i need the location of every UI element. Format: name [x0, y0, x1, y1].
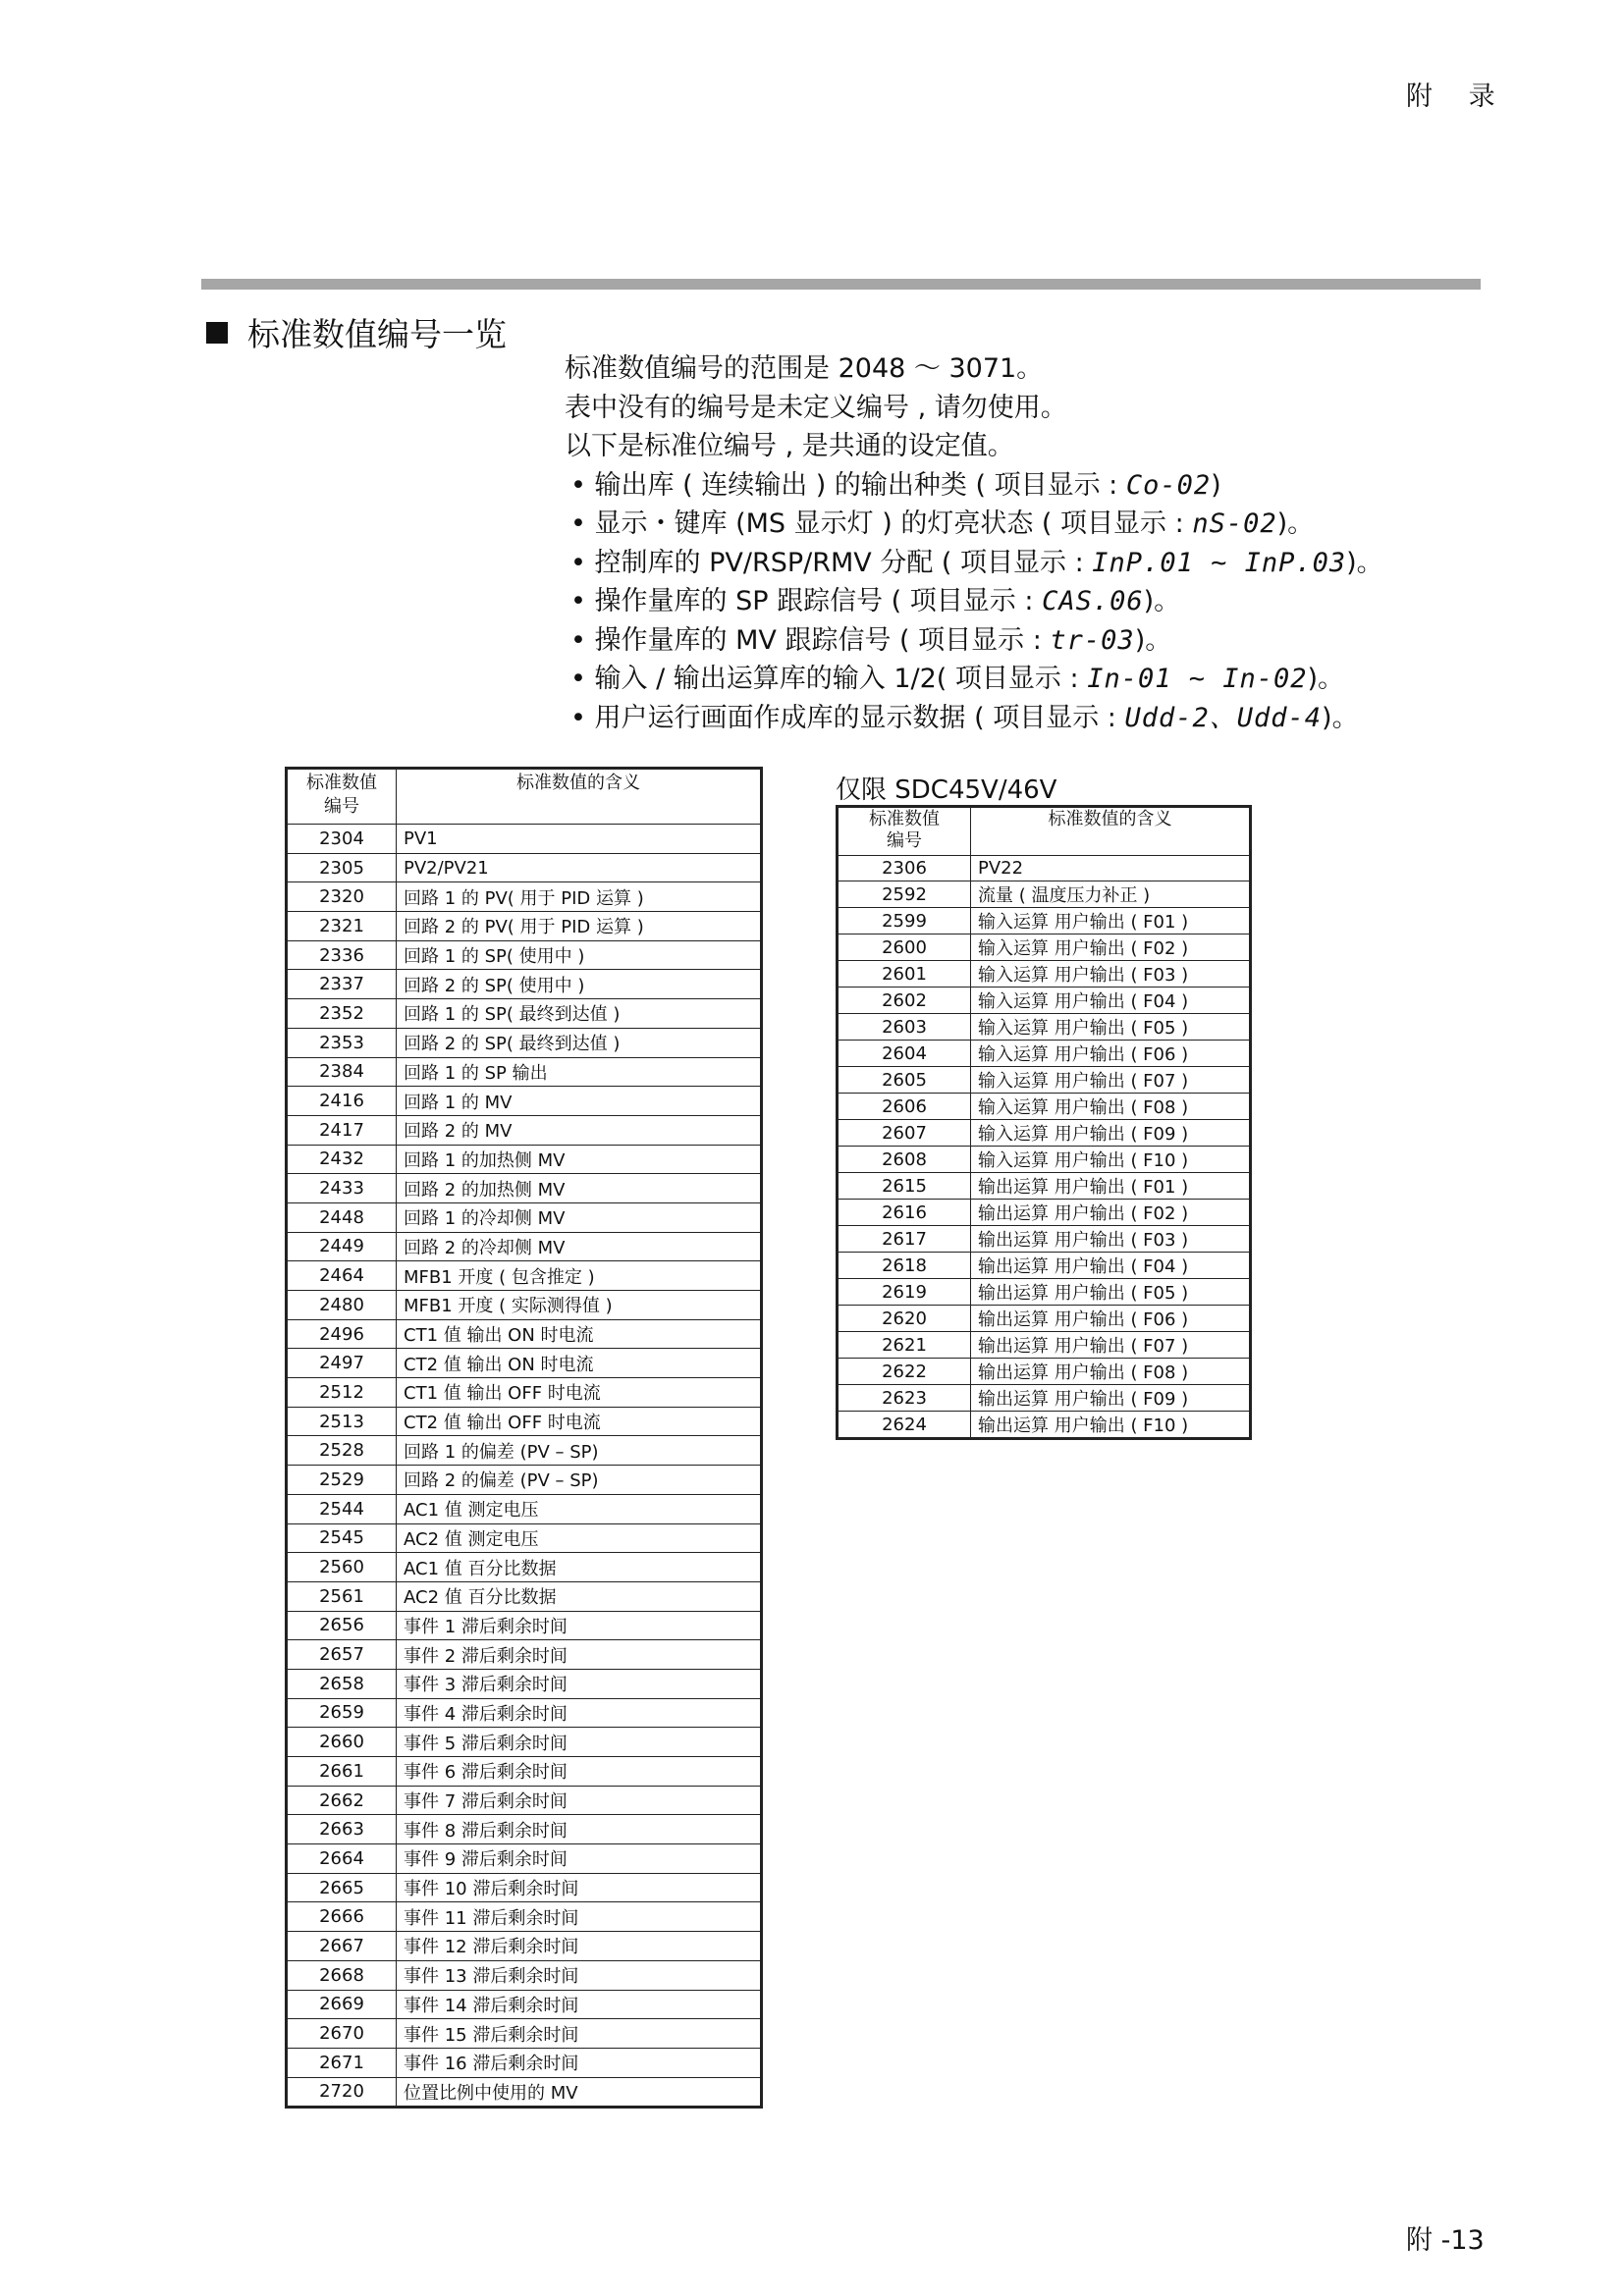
table-row: [838, 856, 1251, 881]
value-meaning: 输入运算 用户输出 ( F07 ): [971, 1067, 1251, 1094]
table-row: [287, 970, 762, 999]
table-row: [287, 1057, 762, 1087]
value-meaning: 回路 1 的偏差 (PV – SP): [397, 1436, 762, 1466]
table-row: [287, 2077, 762, 2108]
value-number: 2617: [838, 1226, 971, 1253]
value-meaning: PV1: [397, 825, 762, 854]
intro-text: [565, 349, 1383, 737]
table-row: [838, 1094, 1251, 1120]
value-meaning: CT2 值 输出 OFF 时电流: [397, 1407, 762, 1436]
section-title: [206, 309, 507, 355]
table-row: [287, 1990, 762, 2019]
value-meaning: 事件 1 滞后剩余时间: [397, 1611, 762, 1640]
value-meaning: PV2/PV21: [397, 853, 762, 882]
table-row: [838, 1359, 1251, 1385]
table-row: [838, 1067, 1251, 1094]
value-number: 2599: [838, 908, 971, 934]
table-row: [287, 825, 762, 854]
value-number: 2615: [838, 1173, 971, 1200]
value-meaning: 位置比例中使用的 MV: [397, 2077, 762, 2108]
value-number: 2353: [287, 1028, 397, 1057]
intro-line: 以下是标准位编号 , 是共通的设定值。: [565, 431, 1014, 461]
value-number: 2667: [287, 1932, 397, 1961]
value-meaning: 事件 6 滞后剩余时间: [397, 1757, 762, 1787]
value-meaning: 事件 9 滞后剩余时间: [397, 1844, 762, 1874]
value-number: 2622: [838, 1359, 971, 1385]
value-number: 2671: [287, 2048, 397, 2077]
value-number: 2560: [287, 1553, 397, 1582]
value-meaning: 输出运算 用户输出 ( F05 ): [971, 1279, 1251, 1306]
segment-display-code: tr-03: [1050, 624, 1135, 656]
standard-value-table-main: [285, 767, 763, 2109]
value-number: 2720: [287, 2077, 397, 2108]
value-meaning: 输入运算 用户输出 ( F01 ): [971, 908, 1251, 934]
value-number: 2664: [287, 1844, 397, 1874]
table-row: [838, 1200, 1251, 1226]
section-divider: [201, 279, 1481, 290]
value-meaning: 事件 4 滞后剩余时间: [397, 1698, 762, 1728]
value-number: 2545: [287, 1523, 397, 1553]
intro-bullet: • 操作量库的 MV 跟踪信号 ( 项目显示 : tr-03)。: [570, 624, 1172, 656]
intro-bullet: • 输入 / 输出运算库的输入 1/2( 项目显示 : In-01 ~ In-02)。: [570, 664, 1345, 694]
table-row: [838, 1412, 1251, 1439]
value-meaning: 事件 2 滞后剩余时间: [397, 1640, 762, 1670]
table-row: [287, 1815, 762, 1844]
table-row: [287, 1640, 762, 1670]
value-number: 2337: [287, 970, 397, 999]
table-row: [287, 1319, 762, 1349]
value-meaning: 事件 10 滞后剩余时间: [397, 1873, 762, 1902]
value-number: 2561: [287, 1581, 397, 1611]
table2-caption: 仅限 SDC45V/46V: [836, 775, 1057, 805]
table-row: [287, 1611, 762, 1640]
table-row: [287, 2019, 762, 2049]
value-number: 2496: [287, 1319, 397, 1349]
value-number: 2321: [287, 912, 397, 941]
value-meaning: 回路 1 的冷却侧 MV: [397, 1202, 762, 1232]
value-number: 2661: [287, 1757, 397, 1787]
table-row: [287, 940, 762, 970]
table-row: [838, 934, 1251, 961]
segment-display-code: In-01 ~ In-02: [1087, 664, 1308, 694]
section-title-text: 标准数值编号一览: [247, 315, 507, 353]
value-number: 2656: [287, 1611, 397, 1640]
table-row: [287, 1087, 762, 1116]
value-number: 2448: [287, 1202, 397, 1232]
table-row: [287, 1553, 762, 1582]
segment-display-code: InP.01 ~ InP.03: [1092, 547, 1347, 578]
intro-line: 标准数值编号的范围是 2048 ～ 3071。: [565, 353, 1044, 384]
value-meaning: 事件 5 滞后剩余时间: [397, 1728, 762, 1757]
value-meaning: 输出运算 用户输出 ( F03 ): [971, 1226, 1251, 1253]
value-number: 2623: [838, 1385, 971, 1412]
value-meaning: 回路 1 的 SP( 最终到达值 ): [397, 999, 762, 1029]
table-row: [287, 1291, 762, 1320]
value-meaning: 输出运算 用户输出 ( F06 ): [971, 1306, 1251, 1332]
table-row: [838, 1120, 1251, 1147]
value-number: 2602: [838, 988, 971, 1014]
value-number: 2621: [838, 1332, 971, 1359]
value-number: 2670: [287, 2019, 397, 2049]
table-row: [287, 1902, 762, 1932]
table-row: [287, 1174, 762, 1203]
value-meaning: 输入运算 用户输出 ( F06 ): [971, 1041, 1251, 1067]
value-number: 2512: [287, 1378, 397, 1408]
value-meaning: 回路 2 的加热侧 MV: [397, 1174, 762, 1203]
segment-display-code: Co-02: [1125, 469, 1212, 501]
table-row: [287, 1728, 762, 1757]
value-number: 2605: [838, 1067, 971, 1094]
table-row: [838, 1385, 1251, 1412]
value-number: 2432: [287, 1145, 397, 1174]
value-number: 2528: [287, 1436, 397, 1466]
value-number: 2384: [287, 1057, 397, 1087]
value-meaning: CT2 值 输出 ON 时电流: [397, 1349, 762, 1378]
table-row: [287, 853, 762, 882]
table-row: [287, 1349, 762, 1378]
page-number: 附 -13: [1406, 2225, 1485, 2256]
value-meaning: 回路 1 的 MV: [397, 1087, 762, 1116]
value-number: 2352: [287, 999, 397, 1029]
table-row: [287, 1960, 762, 1990]
intro-line: 表中没有的编号是未定义编号 , 请勿使用。: [565, 392, 1067, 423]
value-number: 2592: [838, 881, 971, 908]
value-meaning: 回路 2 的 PV( 用于 PID 运算 ): [397, 912, 762, 941]
value-meaning: 输入运算 用户输出 ( F08 ): [971, 1094, 1251, 1120]
table-row: [838, 1173, 1251, 1200]
value-meaning: 流量 ( 温度压力补正 ): [971, 881, 1251, 908]
intro-bullet: • 操作量库的 SP 跟踪信号 ( 项目显示 : CAS.06)。: [570, 586, 1181, 616]
value-meaning: AC1 值 测定电压: [397, 1494, 762, 1523]
table-row: [287, 1202, 762, 1232]
value-number: 2601: [838, 961, 971, 988]
value-meaning: 事件 14 滞后剩余时间: [397, 1990, 762, 2019]
value-number: 2529: [287, 1466, 397, 1495]
value-number: 2662: [287, 1786, 397, 1815]
table-row: [838, 988, 1251, 1014]
value-meaning: 回路 1 的 SP 输出: [397, 1057, 762, 1087]
value-number: 2607: [838, 1120, 971, 1147]
value-meaning: 回路 2 的 MV: [397, 1115, 762, 1145]
value-meaning: 事件 3 滞后剩余时间: [397, 1669, 762, 1698]
value-number: 2666: [287, 1902, 397, 1932]
value-number: 2663: [287, 1815, 397, 1844]
value-number: 2417: [287, 1115, 397, 1145]
table-row: [287, 1932, 762, 1961]
table-row: [287, 1232, 762, 1261]
value-number: 2336: [287, 940, 397, 970]
segment-display-code: nS-02: [1192, 508, 1277, 539]
value-meaning: PV22: [971, 856, 1251, 881]
intro-bullet: • 用户运行画面作成库的显示数据 ( 项目显示 : Udd-2、Udd-4)。: [570, 702, 1359, 733]
value-meaning: 事件 13 滞后剩余时间: [397, 1960, 762, 1990]
value-number: 2604: [838, 1041, 971, 1067]
value-meaning: 输出运算 用户输出 ( F08 ): [971, 1359, 1251, 1385]
value-meaning: 回路 1 的加热侧 MV: [397, 1145, 762, 1174]
value-number: 2600: [838, 934, 971, 961]
intro-bullet: • 控制库的 PV/RSP/RMV 分配 ( 项目显示 : InP.01 ~ InP.03)。: [570, 547, 1383, 578]
value-meaning: 事件 7 滞后剩余时间: [397, 1786, 762, 1815]
intro-bullet: • 显示・键库 (MS 显示灯 ) 的灯亮状态 ( 项目显示 : nS-02)。: [570, 508, 1315, 539]
value-meaning: AC2 值 测定电压: [397, 1523, 762, 1553]
value-meaning: 事件 15 滞后剩余时间: [397, 2019, 762, 2049]
value-number: 2433: [287, 1174, 397, 1203]
table-row: [287, 1523, 762, 1553]
value-number: 2659: [287, 1698, 397, 1728]
table-row: [287, 1466, 762, 1495]
value-number: 2513: [287, 1407, 397, 1436]
value-number: 2305: [287, 853, 397, 882]
value-number: 2320: [287, 882, 397, 912]
value-number: 2449: [287, 1232, 397, 1261]
value-meaning: 输入运算 用户输出 ( F02 ): [971, 934, 1251, 961]
table-row: [838, 1306, 1251, 1332]
table-row: [287, 1873, 762, 1902]
value-number: 2416: [287, 1087, 397, 1116]
table-row: [838, 1147, 1251, 1173]
table-row: [287, 1115, 762, 1145]
value-meaning: 输出运算 用户输出 ( F02 ): [971, 1200, 1251, 1226]
value-number: 2620: [838, 1306, 971, 1332]
table-row: [287, 1581, 762, 1611]
value-number: 2304: [287, 825, 397, 854]
value-meaning: CT1 值 输出 ON 时电流: [397, 1319, 762, 1349]
value-number: 2665: [287, 1873, 397, 1902]
value-meaning: 回路 2 的 SP( 最终到达值 ): [397, 1028, 762, 1057]
value-number: 2464: [287, 1261, 397, 1291]
table-row: [287, 882, 762, 912]
table-row: [287, 912, 762, 941]
value-number: 2618: [838, 1253, 971, 1279]
value-meaning: 回路 1 的 SP( 使用中 ): [397, 940, 762, 970]
value-meaning: 输入运算 用户输出 ( F03 ): [971, 961, 1251, 988]
value-meaning: 输出运算 用户输出 ( F04 ): [971, 1253, 1251, 1279]
standard-value-table-sdc45v: [836, 805, 1252, 1440]
value-number: 2306: [838, 856, 971, 881]
value-meaning: 回路 1 的 PV( 用于 PID 运算 ): [397, 882, 762, 912]
segment-display-code: CAS.06: [1042, 586, 1144, 616]
table-row: [838, 1041, 1251, 1067]
column-header-meaning: 标准数值的含义: [971, 807, 1251, 856]
table-row: [287, 999, 762, 1029]
value-meaning: 事件 12 滞后剩余时间: [397, 1932, 762, 1961]
table-row: [838, 1253, 1251, 1279]
table-row: [838, 1332, 1251, 1359]
value-meaning: 回路 2 的偏差 (PV – SP): [397, 1466, 762, 1495]
table-row: [838, 961, 1251, 988]
table-row: [287, 1436, 762, 1466]
column-header-number: 标准数值 编号: [838, 807, 971, 856]
table-row: [838, 881, 1251, 908]
value-meaning: 输入运算 用户输出 ( F04 ): [971, 988, 1251, 1014]
value-meaning: 事件 11 滞后剩余时间: [397, 1902, 762, 1932]
value-meaning: CT1 值 输出 OFF 时电流: [397, 1378, 762, 1408]
value-number: 2608: [838, 1147, 971, 1173]
appendix-header-label: 附 录: [1406, 81, 1509, 112]
table-row: [838, 1014, 1251, 1041]
table-row: [287, 1698, 762, 1728]
value-number: 2660: [287, 1728, 397, 1757]
value-number: 2669: [287, 1990, 397, 2019]
value-number: 2603: [838, 1014, 971, 1041]
value-meaning: 输出运算 用户输出 ( F01 ): [971, 1173, 1251, 1200]
value-meaning: 回路 2 的 SP( 使用中 ): [397, 970, 762, 999]
value-meaning: 事件 16 滞后剩余时间: [397, 2048, 762, 2077]
value-number: 2497: [287, 1349, 397, 1378]
table-row: [838, 908, 1251, 934]
value-meaning: 输入运算 用户输出 ( F09 ): [971, 1120, 1251, 1147]
table-row: [287, 2048, 762, 2077]
value-meaning: 回路 2 的冷却侧 MV: [397, 1232, 762, 1261]
segment-display-code: Udd-2、Udd-4: [1124, 702, 1323, 733]
table-row: [287, 1028, 762, 1057]
column-header-meaning: 标准数值的含义: [397, 769, 762, 825]
value-meaning: MFB1 开度 ( 实际测得值 ): [397, 1291, 762, 1320]
value-meaning: 输入运算 用户输出 ( F05 ): [971, 1014, 1251, 1041]
value-number: 2668: [287, 1960, 397, 1990]
table-row: [287, 1669, 762, 1698]
value-meaning: MFB1 开度 ( 包含推定 ): [397, 1261, 762, 1291]
value-meaning: 输出运算 用户输出 ( F07 ): [971, 1332, 1251, 1359]
value-number: 2658: [287, 1669, 397, 1698]
value-meaning: 事件 8 滞后剩余时间: [397, 1815, 762, 1844]
table-row: [838, 1279, 1251, 1306]
column-header-number: 标准数值 编号: [287, 769, 397, 825]
value-number: 2606: [838, 1094, 971, 1120]
table-row: [287, 1378, 762, 1408]
value-number: 2616: [838, 1200, 971, 1226]
value-meaning: 输出运算 用户输出 ( F09 ): [971, 1385, 1251, 1412]
table-row: [287, 1407, 762, 1436]
table-row: [838, 1226, 1251, 1253]
value-number: 2624: [838, 1412, 971, 1439]
value-number: 2480: [287, 1291, 397, 1320]
value-number: 2544: [287, 1494, 397, 1523]
value-number: 2657: [287, 1640, 397, 1670]
table-row: [287, 1844, 762, 1874]
value-meaning: AC1 值 百分比数据: [397, 1553, 762, 1582]
value-meaning: 输入运算 用户输出 ( F10 ): [971, 1147, 1251, 1173]
value-number: 2619: [838, 1279, 971, 1306]
intro-bullet: • 输出库 ( 连续输出 ) 的输出种类 ( 项目显示 : Co-02): [570, 469, 1221, 501]
value-meaning: AC2 值 百分比数据: [397, 1581, 762, 1611]
value-meaning: 输出运算 用户输出 ( F10 ): [971, 1412, 1251, 1439]
square-bullet-icon: [206, 322, 228, 344]
table-row: [287, 1145, 762, 1174]
table-row: [287, 1757, 762, 1787]
table-row: [287, 1786, 762, 1815]
table-row: [287, 1261, 762, 1291]
table-row: [287, 1494, 762, 1523]
